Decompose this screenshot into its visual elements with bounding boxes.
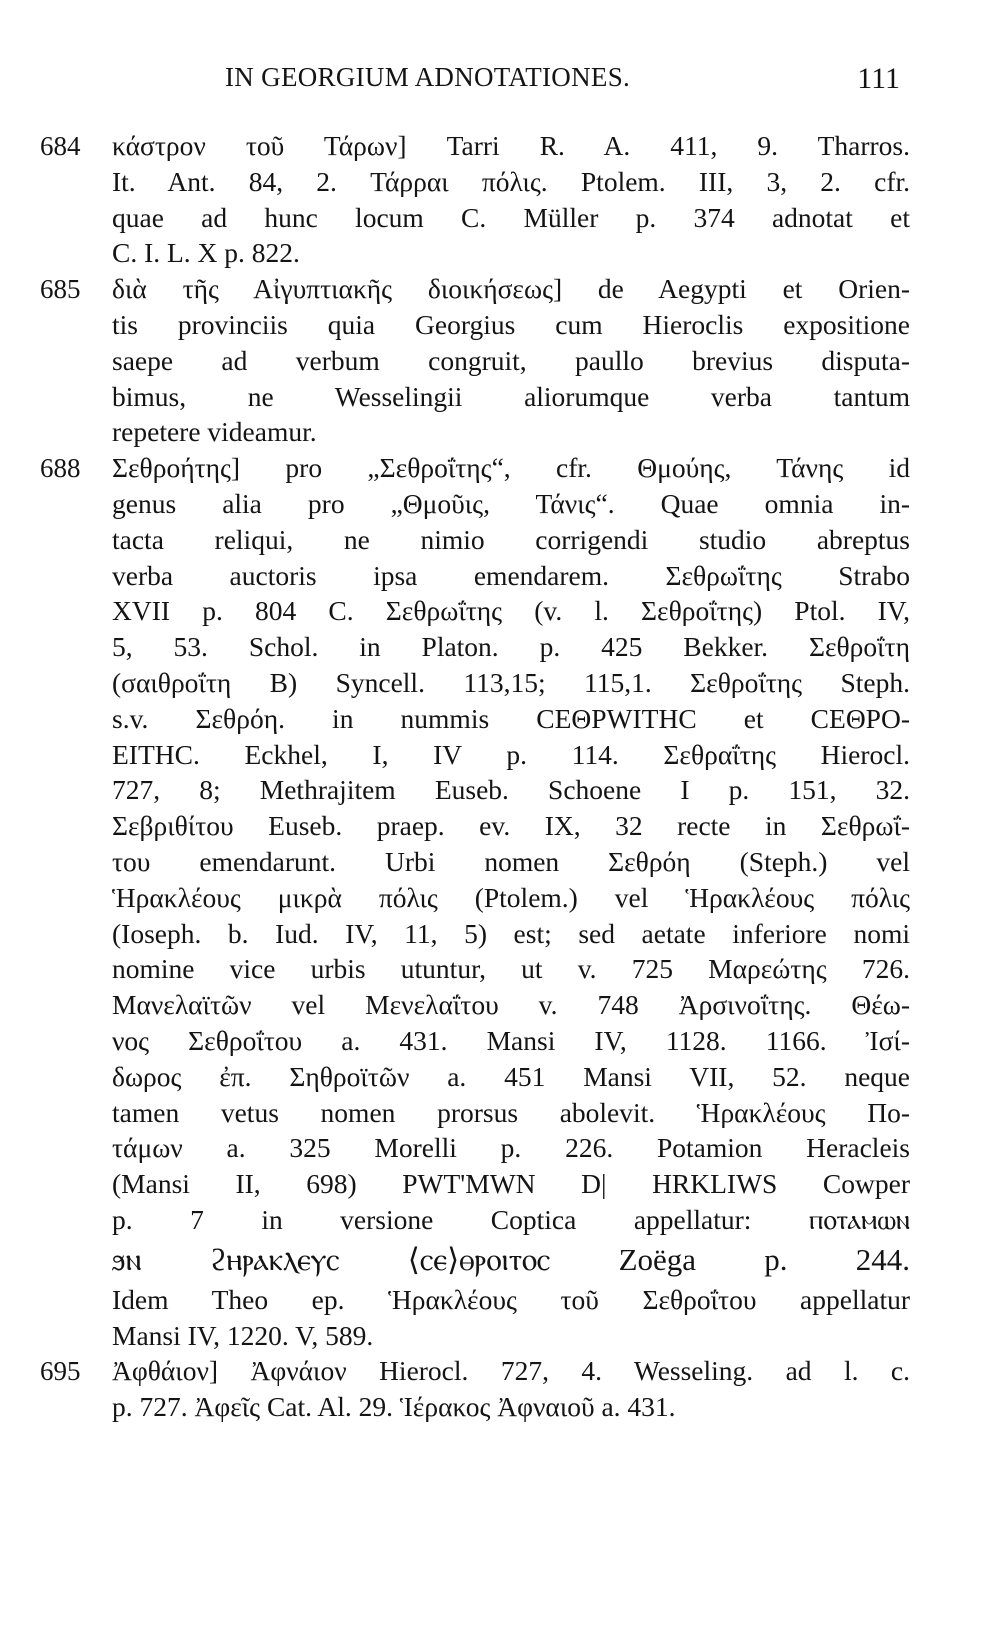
text-line: tamen vetus nomen prorsus abolevit. Ἡρακλέους Πο- (112, 1096, 910, 1128)
text-line: saepe ad verbum congruit, paullo brevius disputa- (112, 344, 910, 376)
text-line: bimus, ne Wesselingii aliorumque verba tantum (112, 380, 910, 412)
annotation-text (112, 128, 910, 271)
text-line: Ἀφθάιον] Ἀφνάιον Hierocl. 727, 4. Wesseling. ad l. c. (112, 1355, 910, 1387)
text-line: EITHC. Eckhel, I, IV p. 114. Σεθραΐτης Hierocl. (112, 738, 910, 770)
text-line: του emendarunt. Urbi nomen Σεθρόη (Steph.) vel (112, 845, 910, 877)
text-line: tis provinciis quia Georgius cum Hieroclis expositione (112, 308, 910, 340)
text-line: Σεβριθίτου Euseb. praep. ev. IX, 32 recte in Σεθρωΐ- (112, 810, 910, 842)
header-title: IN GEORGIUM ADNOTATIONES. (225, 62, 631, 92)
text-line: nomine vice urbis utuntur, ut v. 725 Μαρεώτης 726. (112, 953, 910, 985)
annotation-text (112, 271, 910, 450)
text-line: (σαιθροΐτη B) Syncell. 113,15; 115,1. Σεθροΐτης Steph. (112, 666, 910, 698)
line-number: 684 (40, 131, 81, 161)
text-line: p. 7 in versione Coptica appellatur: ⲡⲟⲧⲁⲙⲱⲛ (112, 1203, 910, 1235)
annotation-entry-684 (40, 128, 920, 271)
text-line: quae ad hunc locum C. Müller p. 374 adnotat et (112, 201, 910, 233)
annotation-text (112, 450, 910, 1353)
text-line: verba auctoris ipsa emendarem. Σεθρωΐτης Strabo (112, 559, 910, 591)
annotation-text (112, 1353, 910, 1425)
text-line: διὰ τῆς Αἰγυπτιακῆς διοικήσεως] de Aegypti et Orien- (112, 273, 910, 305)
annotation-list (40, 128, 920, 1425)
text-line: genus alia pro „Θμοῦις, Τάνις“. Quae omnia in- (112, 487, 910, 519)
text-line: νος Σεθροΐτου a. 431. Mansi IV, 1128. 1166. Ἰσί- (112, 1024, 910, 1056)
text-line: 727, 8; Methrajitem Euseb. Schoene I p. 151, 32. (112, 774, 910, 806)
page-number: 111 (857, 62, 900, 95)
annotation-entry-688 (40, 450, 920, 1353)
text-line: (Ioseph. b. Iud. IV, 11, 5) est; sed aetate inferiore nomi (112, 917, 910, 949)
text-line: κάστρον τοῦ Τάρων] Tarri R. A. 411, 9. Tharros. (112, 130, 910, 161)
text-line: C. I. L. X p. 822. (112, 237, 300, 269)
text-line: Ἡρακλέους μικρὰ πόλις (Ptolem.) vel Ἡρακλέους πόλις (112, 881, 910, 913)
text-line: repetere videamur. (112, 416, 317, 448)
line-number: 695 (40, 1356, 81, 1387)
text-line: Μανελαϊτῶν vel Μενελαΐτου v. 748 Ἀρσινοΐτης. Θέω- (112, 989, 910, 1021)
running-header (100, 62, 900, 102)
text-line: s.v. Σεθρόη. in nummis CEΘΡWITHC et CEΘΡO- (112, 702, 910, 734)
text-line: Idem Theo ep. Ἡρακλέους τοῦ Σεθροΐτου appellatur (112, 1283, 910, 1315)
text-line: Σεθροήτης] pro „Σεθροΐτης“, cfr. Θμούης, Τάνης id (112, 452, 910, 484)
text-line: τάμων a. 325 Morelli p. 226. Potamion Heracleis (112, 1132, 910, 1164)
coptic-text-line: ϧⲛ ϩⲏⲣⲁⲕⲗⲉⲩⲥ ⟨ⲥⲉ⟩ⲑⲣⲟⲓⲧⲟⲥ Zoëga p. 244. (112, 1241, 910, 1277)
annotation-entry-695 (40, 1353, 920, 1425)
text-line: XVII p. 804 C. Σεθρωΐτης (v. l. Σεθροΐτης) Ptol. IV, (112, 595, 910, 627)
text-line: 5, 53. Schol. in Platon. p. 425 Bekker. Σεθροΐτη (112, 631, 910, 663)
line-number: 688 (40, 453, 81, 484)
text-line: Mansi IV, 1220. V, 589. (112, 1319, 374, 1351)
annotation-entry-685 (40, 271, 920, 450)
text-line: δωρος ἐπ. Σηθροϊτῶν a. 451 Mansi VII, 52. neque (112, 1060, 910, 1092)
text-line: p. 727. Ἀφεῖς Cat. Al. 29. Ἱέρακος Ἀφναιοῦ a. 431. (112, 1391, 676, 1423)
text-line: It. Ant. 84, 2. Τάρραι πόλις. Ptolem. III, 3, 2. cfr. (112, 165, 910, 197)
text-line: (Mansi II, 698) PWT'MWN D| HRKLIWS Cowper (112, 1168, 910, 1200)
text-line: tacta reliqui, ne nimio corrigendi studio abreptus (112, 523, 910, 555)
line-number: 685 (40, 274, 81, 305)
